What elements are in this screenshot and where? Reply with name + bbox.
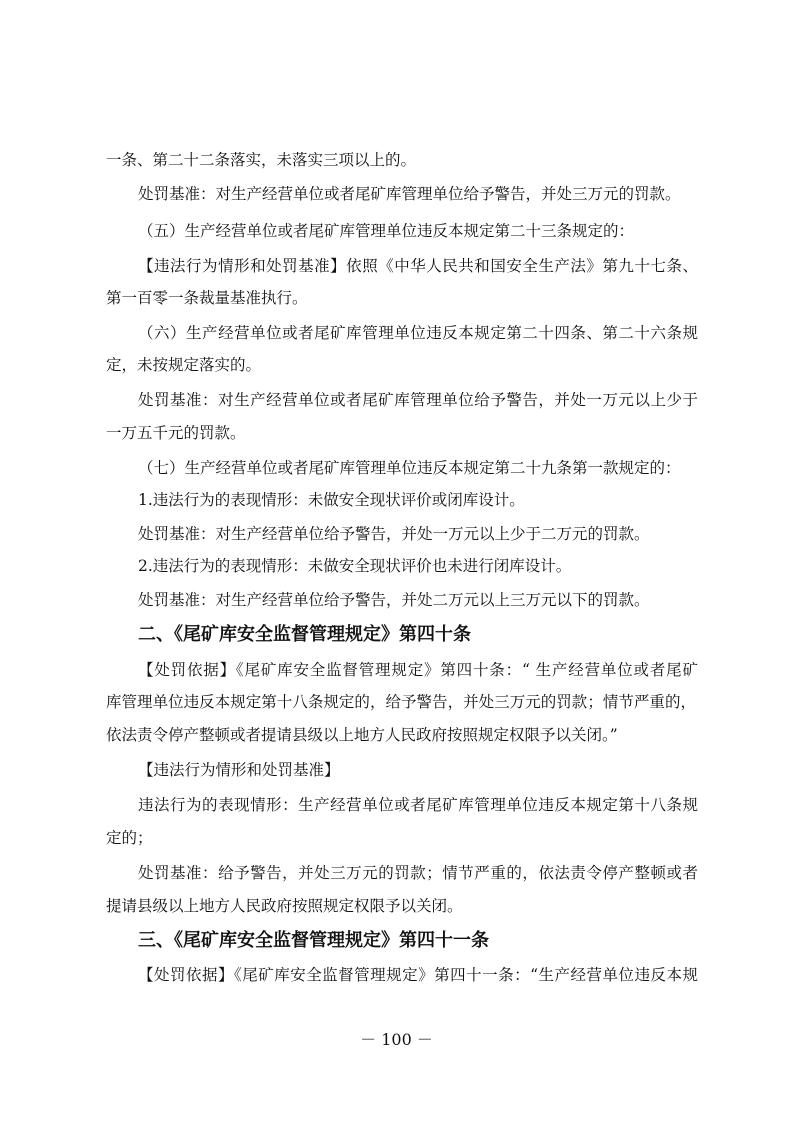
page-number: － 100 － bbox=[360, 1030, 433, 1049]
text-line: 2.违法行为的表现情形：未做安全现状评价也未进行闭库设计。 bbox=[138, 557, 572, 575]
text-line: 第一百零一条裁量基准执行。 bbox=[106, 289, 308, 307]
text-line: 违法行为的表现情形：生产经营单位或者尾矿库管理单位违反本规定第十八条规 bbox=[138, 796, 698, 814]
text-line: 处罚基准：对生产经营单位给予警告，并处二万元以上三万元以下的罚款。 bbox=[138, 591, 650, 609]
text-line: 【违法行为情形和处罚基准】 bbox=[138, 761, 340, 779]
text-line: 库管理单位违反本规定第十八条规定的，给予警告，并处三万元的罚款；情节严重的， bbox=[106, 693, 696, 711]
text-line: 一条、第二十二条落实，未落实三项以上的。 bbox=[106, 151, 417, 169]
text-line: 处罚基准：对生产经营单位给予警告，并处一万元以上少于二万元的罚款。 bbox=[138, 525, 650, 543]
text-line: 依法责令停产整顿或者提请县级以上地方人民政府按照规定权限予以关闭。” bbox=[106, 726, 618, 744]
text-line: （七）生产经营单位或者尾矿库管理单位违反本规定第二十九条第一款规定的： bbox=[138, 459, 681, 477]
text-line: 一万五千元的罚款。 bbox=[106, 424, 246, 442]
text-line: 【处罚依据】《尾矿库安全监督管理规定》第四十一条：“生产经营单位违反本规 bbox=[138, 966, 698, 984]
text-line: 提请县级以上地方人民政府按照规定权限予以关闭。 bbox=[106, 897, 463, 915]
text-line: 处罚基准：对生产经营单位或者尾矿库管理单位给予警告，并处一万元以上少于 bbox=[138, 391, 698, 409]
text-line: （六）生产经营单位或者尾矿库管理单位违反本规定第二十四条、第二十六条规 bbox=[138, 324, 698, 342]
text-line: 定的； bbox=[106, 829, 153, 847]
text-line: 【处罚依据】《尾矿库安全监督管理规定》第四十条：“ 生产经营单位或者尾矿 bbox=[138, 661, 698, 679]
text-line: 【违法行为情形和处罚基准】依照《中华人民共和国安全生产法》第九十七条、 bbox=[138, 257, 698, 275]
section-heading: 二、《尾矿库安全监督管理规定》第四十条 bbox=[138, 624, 471, 645]
section-heading: 三、《尾矿库安全监督管理规定》第四十一条 bbox=[138, 930, 489, 951]
text-line: 1.违法行为的表现情形：未做安全现状评价或闭库设计。 bbox=[138, 491, 525, 509]
text-line: 处罚基准：给予警告，并处三万元的罚款；情节严重的，依法责令停产整顿或者 bbox=[138, 864, 698, 882]
text-line: 定，未按规定落实的。 bbox=[106, 356, 262, 374]
text-line: 处罚基准：对生产经营单位或者尾矿库管理单位给予警告，并处三万元的罚款。 bbox=[138, 185, 681, 203]
text-line: （五）生产经营单位或者尾矿库管理单位违反本规定第二十三条规定的： bbox=[138, 222, 635, 240]
